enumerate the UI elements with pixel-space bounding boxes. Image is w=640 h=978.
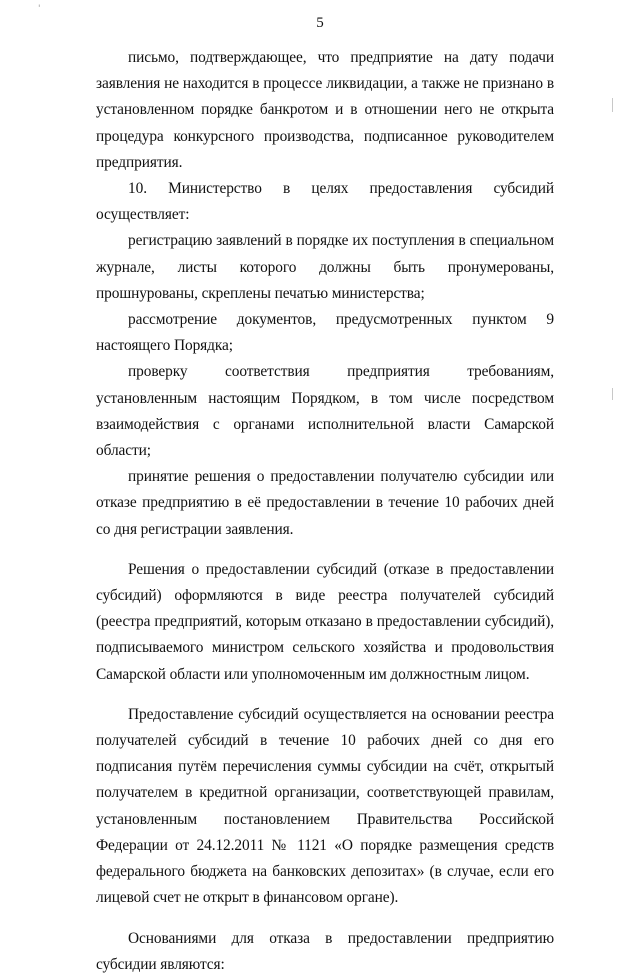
paragraph-letter-confirmation: письмо, подтверждающее, что предприятие на дату подачи заявления не находится в процессе ликвидации, а также не признано в установленном порядке банкротом и в отношении него не открыта процедура конкурсного производства, подписанное руководителем предприятия. bbox=[96, 49, 554, 171]
page-number: 5 bbox=[316, 15, 324, 31]
paragraph-refusal-grounds: Основаниями для отказа в предоставлении предприятию субсидии являются: bbox=[96, 929, 554, 973]
paragraph-ministry-duties: 10. Министерство в целях предоставления субсидий осуществляет: bbox=[96, 180, 554, 224]
paragraph-document-review: рассмотрение документов, предусмотренных пунктом 9 настоящего Порядка; bbox=[96, 311, 554, 355]
scan-margin-mark bbox=[612, 98, 613, 112]
scan-margin-mark bbox=[612, 388, 613, 400]
paragraph-subsidy-transfer: Предоставление субсидий осуществляется на основании реестра получателей субсидий в течение 10 рабочих дней со дня его подписания путём перечисления суммы субсидии на счёт, открытый получателем в кредитной организации, соответствующей правилам, установленным постановлением Правительства Российской Федерации от 24.12.2011 № 1121 «О порядке размещения средств федерального бюджета на банковских депозитах» (в случае, если его лицевой счет не открыт в финансовом органе). bbox=[96, 705, 554, 907]
paragraph-registration: регистрацию заявлений в порядке их поступления в специальном журнале, листы которого должны быть пронумерованы, прошнурованы, скреплены печатью министерства; bbox=[96, 232, 554, 302]
scan-corner-mark: ' bbox=[38, 4, 41, 14]
paragraph-registry-decisions: Решения о предоставлении субсидий (отказе в предоставлении субсидий) оформляются в виде реестра получателей субсидий (реестра предприятий, которым отказано в предоставлении субсидий), подписываемого министром сельского хозяйства и продовольствия Самарской области или уполномоченным им должностным лицом. bbox=[96, 560, 554, 683]
document-body bbox=[96, 45, 554, 978]
paragraph-decision: принятие решения о предоставлении получателю субсидии или отказе предприятию в её предоставлении в течение 10 рабочих дней со дня регистрации заявления. bbox=[96, 468, 554, 538]
paragraph-compliance-check: проверку соответствия предприятия требованиям, установленным настоящим Порядком, в том числе посредством взаимодействия с органами исполнительной власти Самарской области; bbox=[96, 363, 554, 460]
